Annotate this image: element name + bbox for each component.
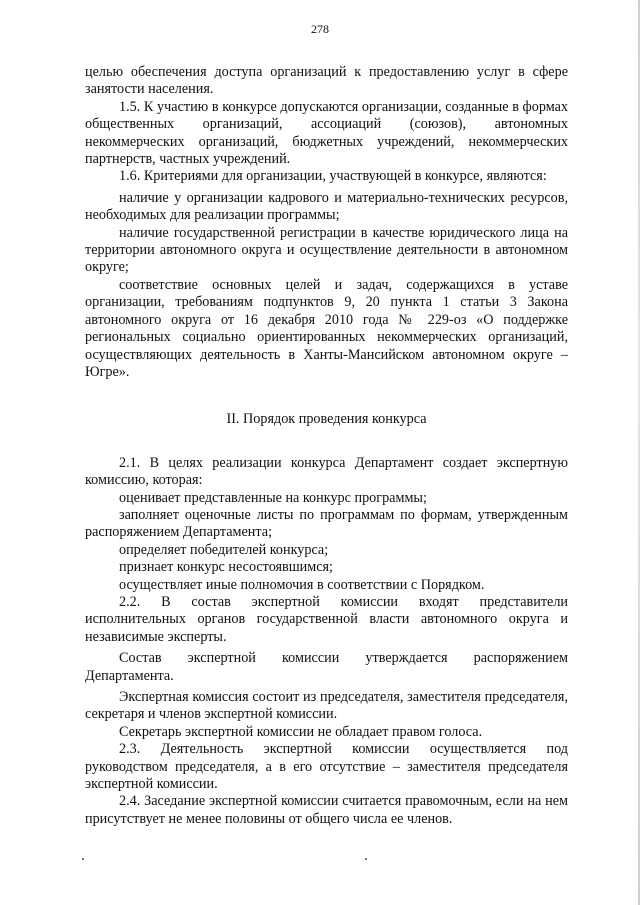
scan-dot <box>365 858 367 860</box>
paragraph-2-1: 2.1. В целях реализации конкурса Департамент создает экспертную комиссию, которая: <box>85 454 568 489</box>
paragraph-2-3: 2.3. Деятельность экспертной комиссии осуществляется под руководством председателя, а в его отсутствие – заместителя председателя экспертной комиссии. <box>85 741 568 793</box>
commission-duty: определяет победителей конкурса; <box>119 541 329 558</box>
paragraph: Секретарь экспертной комиссии не обладает правом голоса. <box>119 723 483 740</box>
paragraph: Состав экспертной комиссии утверждается распоряжением Департамента. <box>85 650 568 684</box>
document-body <box>85 64 568 828</box>
paragraph-2-2: 2.2. В состав экспертной комиссии входят представители исполнительных органов государственной власти автономного округа и независимые эксперты. <box>85 593 568 645</box>
paragraph: Экспертная комиссия состоит из председателя, заместителя председателя, секретаря и членов экспертной комиссии. <box>85 689 568 723</box>
paragraph-1-6: 1.6. Критериями для организации, участвующей в конкурсе, являются: <box>119 168 547 185</box>
criteria-item: наличие государственной регистрации в качестве юридического лица на территории автономного округа и осуществление деятельности в автономном округе; <box>85 224 568 276</box>
paragraph-2-4: 2.4. Заседание экспертной комиссии считается правомочным, если на нем присутствует не менее половины от общего числа ее членов. <box>85 793 568 827</box>
commission-duty: оценивает представленные на конкурс программы; <box>119 489 427 506</box>
section-heading: II. Порядок проведения конкурса <box>226 411 427 428</box>
paragraph-1-5: 1.5. К участию в конкурсе допускаются организации, созданные в формах общественных организаций, ассоциаций (союзов), автономных некоммерческих организаций, бюджетных учреждений, некоммерческих партнерств, частных учреждений. <box>85 98 568 168</box>
scan-dot <box>82 858 84 860</box>
commission-duty: осуществляет иные полномочия в соответствии с Порядком. <box>119 576 485 593</box>
paragraph: целью обеспечения доступа организаций к предоставлению услуг в сфере занятости населения. <box>85 64 568 98</box>
criteria-item: соответствие основных целей и задач, содержащихся в уставе организации, требованиям подпунктов 9, 20 пункта 1 статьи 3 Закона автономного округа от 16 декабря 2010 года № 229-оз «О поддержке региональных социально ориентированных некоммерческих организаций, осуществляющих деятельность в Ханты-Мансийском автономном округе – Югре». <box>85 276 568 380</box>
criteria-item: наличие у организации кадрового и материально-технических ресурсов, необходимых для реализации программы; <box>85 189 568 224</box>
commission-duty: признает конкурс несостоявшимся; <box>119 559 334 576</box>
page-number: 278 <box>311 22 329 36</box>
commission-duty: заполняет оценочные листы по программам по формам, утвержденным распоряжением Департамента; <box>85 506 568 541</box>
